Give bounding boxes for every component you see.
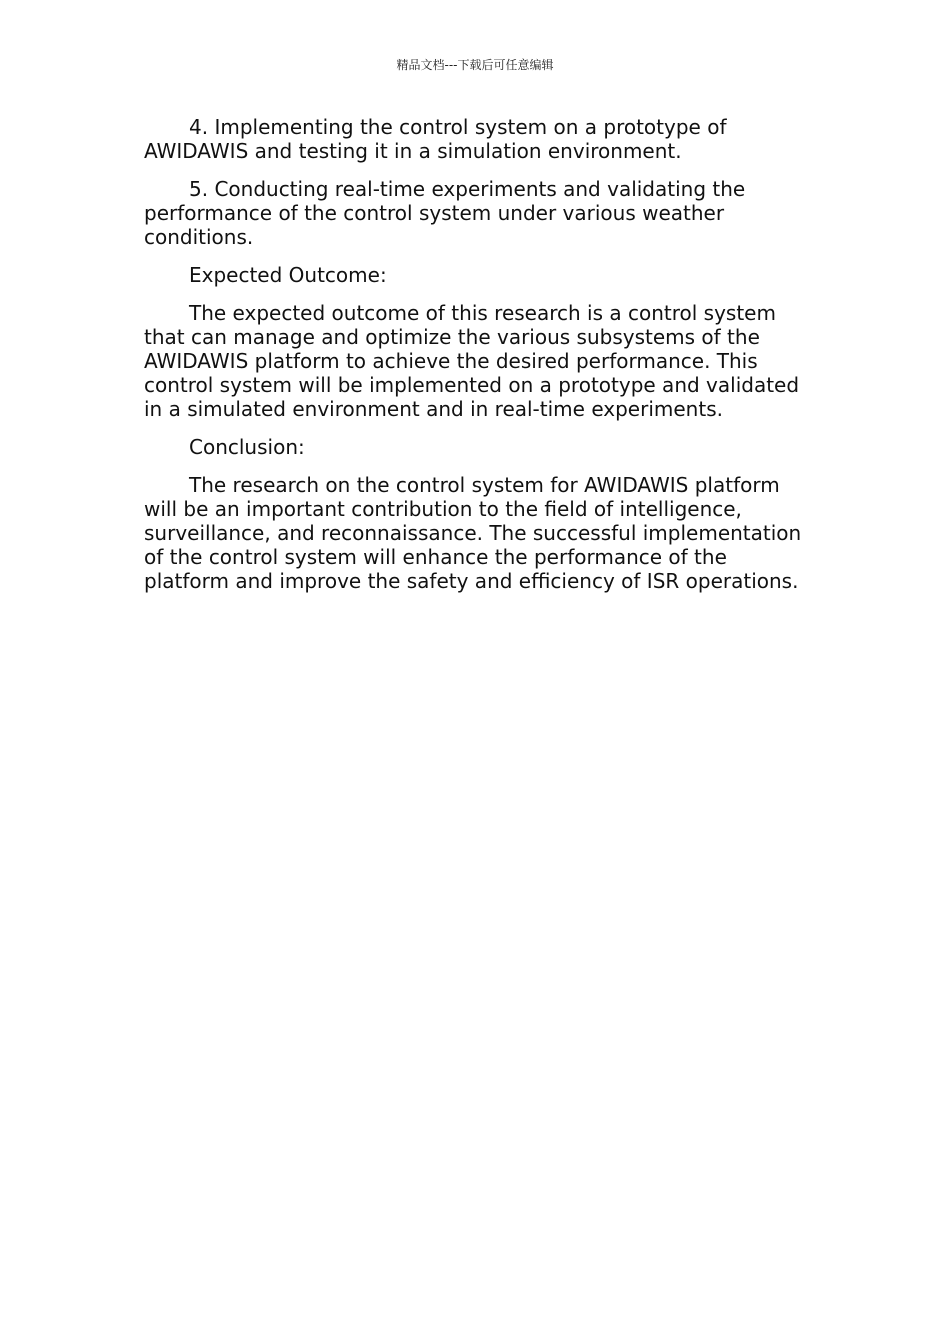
page-header: 精品文档---下载后可任意编辑 <box>396 58 554 72</box>
section-heading-conclusion: Conclusion: <box>189 435 305 459</box>
list-item-step-5: 5. Conducting real-time experiments and validating the performance of the control system under various weather conditions. <box>144 177 746 249</box>
section-heading-expected-outcome: Expected Outcome: <box>189 263 387 287</box>
document-body <box>144 115 814 607</box>
conclusion-paragraph: The research on the control system for AWIDAWIS platform will be an important contribution to the field of intelligence, surveillance, and reconnaissance. The successful implementation of the control system will enhance the performance of the platform and improve the safety and efficiency of ISR operations. <box>144 473 802 593</box>
expected-outcome-paragraph: The expected outcome of this research is a control system that can manage and optimize the various subsystems of the AWIDAWIS platform to achieve the desired performance. This control system will be implemented on a prototype and validated in a simulated environment and in real-time experiments. <box>144 301 800 421</box>
list-item-step-4: 4. Implementing the control system on a prototype of AWIDAWIS and testing it in a simulation environment. <box>144 115 727 163</box>
